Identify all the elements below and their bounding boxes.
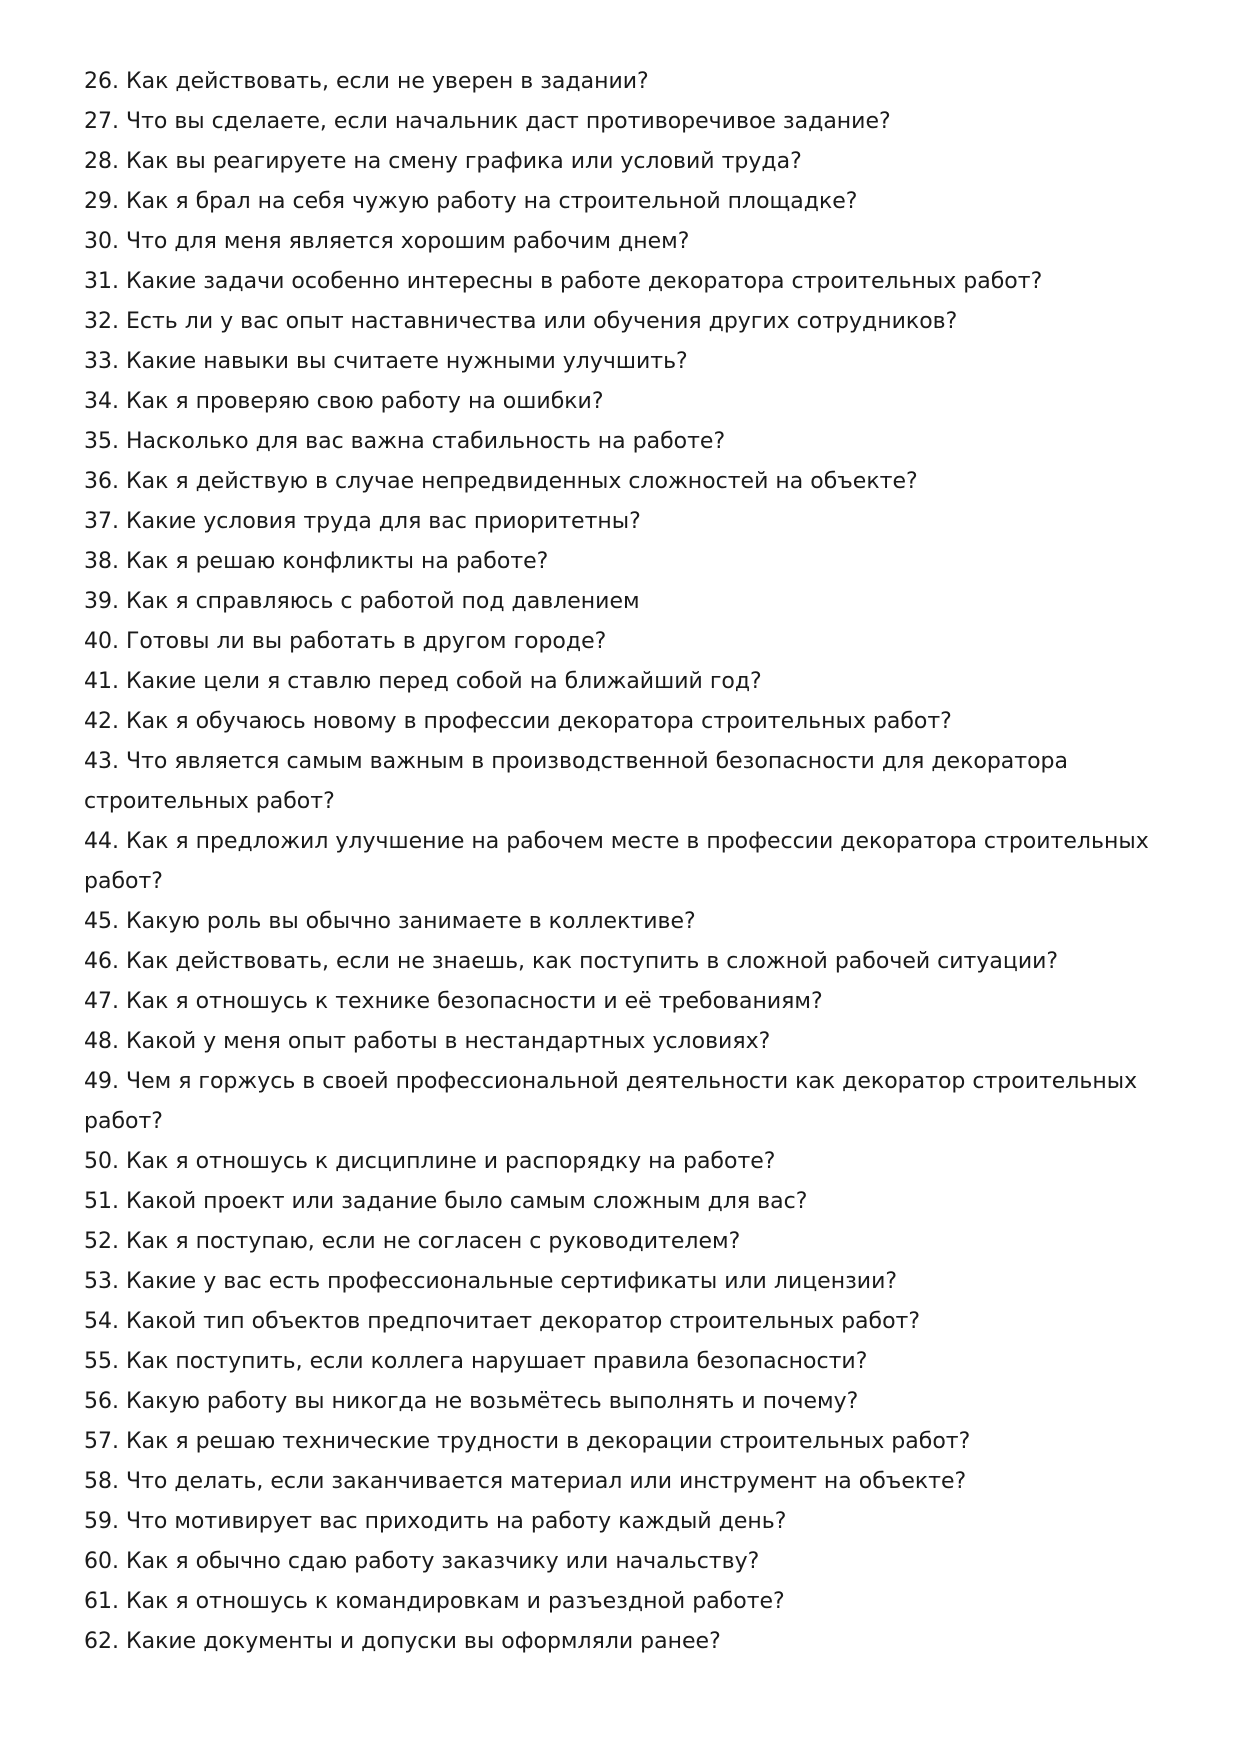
question-item: 31. Какие задачи особенно интересны в работе декоратора строительных работ? [84,269,1043,294]
question-item: 39. Как я справляюсь с работой под давлением [84,589,640,614]
question-item: 61. Как я отношусь к командировкам и разъездной работе? [84,1589,785,1614]
question-item: 55. Как поступить, если коллега нарушает правила безопасности? [84,1349,868,1374]
question-item: 44. Как я предложил улучшение на рабочем месте в профессии декоратора строительных работ? [84,829,1149,894]
question-item: 29. Как я брал на себя чужую работу на строительной площадке? [84,189,858,214]
question-item: 46. Как действовать, если не знаешь, как поступить в сложной рабочей ситуации? [84,949,1059,974]
question-item: 33. Какие навыки вы считаете нужными улучшить? [84,349,688,374]
question-item: 38. Как я решаю конфликты на работе? [84,549,549,574]
question-item: 51. Какой проект или задание было самым сложным для вас? [84,1189,808,1214]
question-item: 30. Что для меня является хорошим рабочим днем? [84,229,690,254]
question-item: 36. Как я действую в случае непредвиденных сложностей на объекте? [84,469,918,494]
question-item: 50. Как я отношусь к дисциплине и распорядку на работе? [84,1149,776,1174]
question-item: 53. Какие у вас есть профессиональные сертификаты или лицензии? [84,1269,898,1294]
question-item: 27. Что вы сделаете, если начальник даст противоречивое задание? [84,109,891,134]
question-item: 26. Как действовать, если не уверен в задании? [84,69,649,94]
question-item: 43. Что является самым важным в производственной безопасности для декоратора строительных работ? [84,749,1069,814]
question-item: 47. Как я отношусь к технике безопасности и её требованиям? [84,989,823,1014]
question-item: 28. Как вы реагируете на смену графика или условий труда? [84,149,802,174]
question-item: 54. Какой тип объектов предпочитает декоратор строительных работ? [84,1309,921,1334]
question-item: 62. Какие документы и допуски вы оформляли ранее? [84,1629,721,1654]
question-list [84,62,1154,1662]
question-item: 52. Как я поступаю, если не согласен с руководителем? [84,1229,741,1254]
question-item: 32. Есть ли у вас опыт наставничества или обучения других сотрудников? [84,309,958,334]
question-item: 42. Как я обучаюсь новому в профессии декоратора строительных работ? [84,709,952,734]
question-item: 49. Чем я горжусь в своей профессиональной деятельности как декоратор строительных работ? [84,1069,1138,1134]
question-item: 58. Что делать, если заканчивается материал или инструмент на объекте? [84,1469,967,1494]
question-item: 37. Какие условия труда для вас приоритетны? [84,509,641,534]
question-item: 57. Как я решаю технические трудности в декорации строительных работ? [84,1429,971,1454]
question-item: 35. Насколько для вас важна стабильность на работе? [84,429,726,454]
question-item: 45. Какую роль вы обычно занимаете в коллективе? [84,909,696,934]
question-item: 56. Какую работу вы никогда не возьмётесь выполнять и почему? [84,1389,859,1414]
question-item: 34. Как я проверяю свою работу на ошибки? [84,389,604,414]
question-item: 40. Готовы ли вы работать в другом городе? [84,629,607,654]
question-item: 60. Как я обычно сдаю работу заказчику или начальству? [84,1549,760,1574]
question-item: 48. Какой у меня опыт работы в нестандартных условиях? [84,1029,771,1054]
question-item: 41. Какие цели я ставлю перед собой на ближайший год? [84,669,762,694]
question-item: 59. Что мотивирует вас приходить на работу каждый день? [84,1509,787,1534]
